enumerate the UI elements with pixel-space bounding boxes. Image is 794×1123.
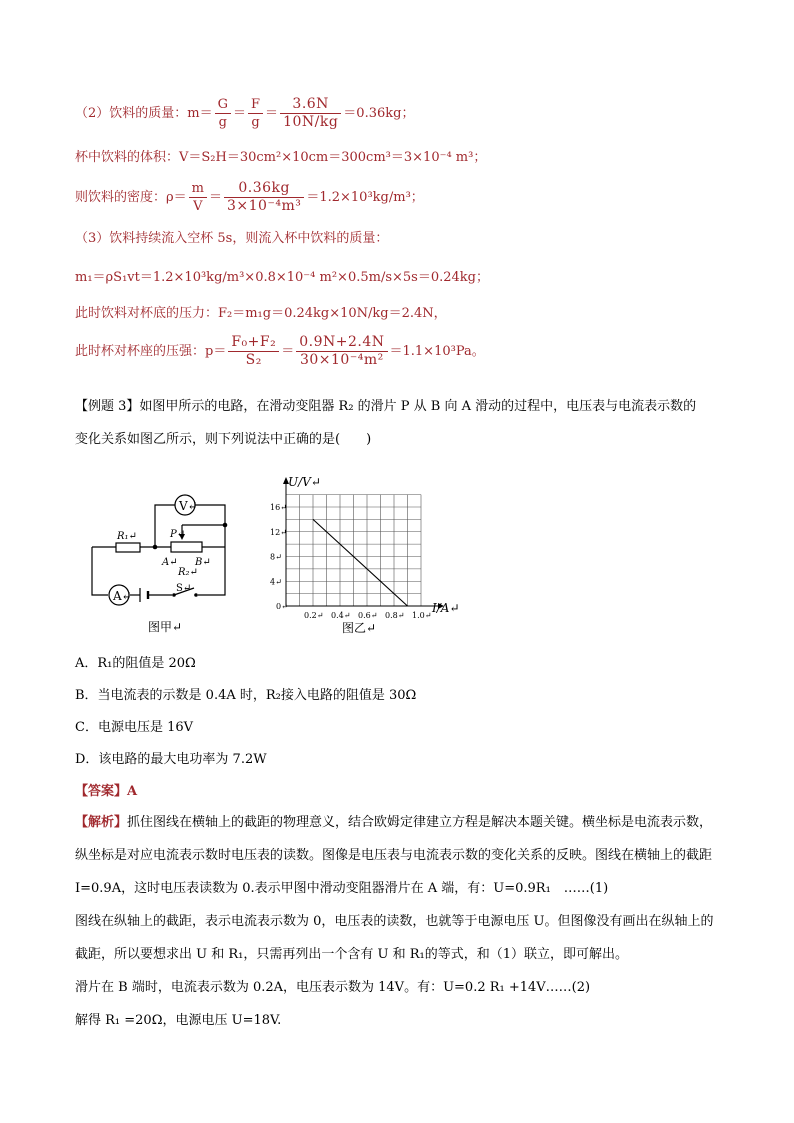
density-numerator: 0.36kg (224, 180, 304, 198)
density-m: m (189, 180, 207, 198)
grid (286, 495, 421, 606)
g-denominator: g (218, 115, 227, 130)
switch-label: S↵ (176, 583, 192, 594)
y-tick-label: 12↵ (270, 527, 287, 537)
x-tick-label: 0.6↵ (358, 611, 378, 620)
equals-sign: ＝ (233, 106, 247, 121)
volume-line: 杯中饮料的体积：V＝S₂H＝30cm²×10cm＝300cm³＝3×10⁻⁴ m³； (75, 150, 487, 165)
x-tick-label: 0.2↵ (304, 611, 324, 620)
analysis-result: 解得 R₁ =20Ω，电源电压 U=18V. (75, 1013, 282, 1028)
a-end-label: A↵ (162, 557, 178, 568)
x-axis-label: I/A↵ (432, 601, 460, 615)
option-c: C．电源电压是 16V (75, 720, 194, 735)
pressure-line (75, 334, 485, 369)
g-numerator: G (215, 96, 231, 114)
m1-line: m₁＝ρS₁vt＝1.2×10³kg/m³×0.8×10⁻⁴ m²×0.5m/s×5s＝0.24kg； (75, 270, 489, 285)
f2-line: 此时饮料对杯底的压力：F₂＝m₁g＝0.24kg×10N/kg＝2.4N， (75, 306, 447, 321)
density-result: ＝1.2×10³kg/m³； (306, 190, 424, 205)
voltmeter-label: V↵ (179, 499, 198, 513)
density-denominator: 3×10⁻⁴m³ (227, 198, 302, 214)
p-label: P↵ (170, 529, 186, 540)
mass-result: ＝0.36kg； (343, 106, 415, 121)
pressure-numerator-2: 0.9N+2.4N (296, 334, 387, 352)
graph-caption: 图乙↵ (342, 621, 377, 635)
circuit-diagram (80, 485, 250, 635)
series-line-u-i (313, 519, 408, 606)
pressure-result: ＝1.1×10³Pa。 (389, 344, 485, 359)
pressure-label: 此时杯对杯座的压强：p＝ (75, 344, 227, 359)
axes (286, 484, 438, 606)
value-numerator: 3.6N (280, 96, 341, 114)
question-line-1: 【例题 3】如图甲所示的电路，在滑动变阻器 R₂ 的滑片 P 从 B 向 A 滑动的过程中，电压表与电流表示数的 (75, 399, 697, 414)
pressure-denominator-2: 30×10⁻⁴m² (299, 352, 384, 368)
ammeter-label: A↵ (113, 589, 132, 603)
pressure-denominator-1: S₂ (245, 352, 262, 368)
f-denominator: g (251, 115, 260, 130)
density-line (75, 180, 424, 215)
answer-line (75, 782, 137, 802)
analysis-text: 抓住图线在横轴上的截距的物理意义，结合欧姆定律建立方程是解决本题关键。横坐标是电流表示数，纵坐标是对应电流表示数时电压表的读数。图像是电压表与电流表示数的变化关系的反映。图线在横轴上的截距 I=0.9A，这时电压表读数为 0.表示甲图中滑动变阻器滑片在 A 端，有：U=0.9R₁ ……(1) (75, 815, 713, 896)
origin-label: 0↵ (276, 602, 288, 611)
part2-mass-line (75, 96, 414, 131)
option-a: A．R₁的阻值是 20Ω (75, 656, 196, 671)
y-tick-label: 4↵ (270, 577, 282, 587)
density-label: 则饮料的密度：ρ＝ (75, 190, 187, 205)
equals-sign: ＝ (208, 190, 222, 205)
y-tick-label: 16↵ (270, 503, 287, 512)
f-numerator: F (248, 96, 263, 114)
circuit-caption: 图甲↵ (148, 620, 183, 634)
option-d: D．该电路的最大电功率为 7.2W (75, 752, 267, 767)
part3-line: （3）饮料持续流入空杯 5s，则流入杯中饮料的质量： (75, 231, 389, 246)
question-line-2: 变化关系如图乙所示，则下列说法中正确的是( ) (75, 432, 372, 447)
x-tick-label: 0.4↵ (331, 611, 351, 620)
equals-sign: ＝ (265, 106, 279, 121)
option-b: B．当电流表的示数是 0.4A 时，R₂接入电路的阻值是 30Ω (75, 688, 417, 703)
analysis-line-b: 滑片在 B 端时，电流表示数为 0.2A，电压表示数为 14V。有：U=0.2 R₁ +14V……(2) (75, 980, 591, 995)
mass-label: （2）饮料的质量：m＝ (75, 106, 213, 121)
x-tick-label: 1.0↵ (412, 611, 432, 620)
r2-label: R₂↵ (178, 567, 198, 578)
answer-label: 【答案】 (75, 784, 128, 799)
analysis-text-2: 图线在纵轴上的截距，表示电流表示数为 0，电压表的读数，也就等于电源电压 U。但图像没有画出在纵轴上的截距，所以要想求出 U 和 R₁，只需再列出一个含有 U 和 R₁的等式，和（1）联立，即可解出。 (75, 914, 714, 962)
density-v: V (193, 199, 203, 214)
equals-sign: ＝ (281, 344, 295, 359)
r1-label: R₁↵ (117, 531, 137, 542)
analysis-block (75, 806, 725, 1037)
y-axis-label: U/V↵ (288, 475, 321, 489)
data-series (313, 519, 408, 606)
y-tick-label: 8↵ (270, 552, 282, 562)
b-end-label: B↵ (195, 557, 211, 568)
u-i-graph (262, 472, 462, 637)
x-tick-label: 0.8↵ (385, 611, 405, 620)
pressure-numerator-1: F₀+F₂ (228, 334, 279, 352)
answer-value: A (127, 784, 138, 799)
analysis-label: 【解析】 (75, 815, 128, 830)
value-denominator: 10N/kg (283, 114, 339, 130)
